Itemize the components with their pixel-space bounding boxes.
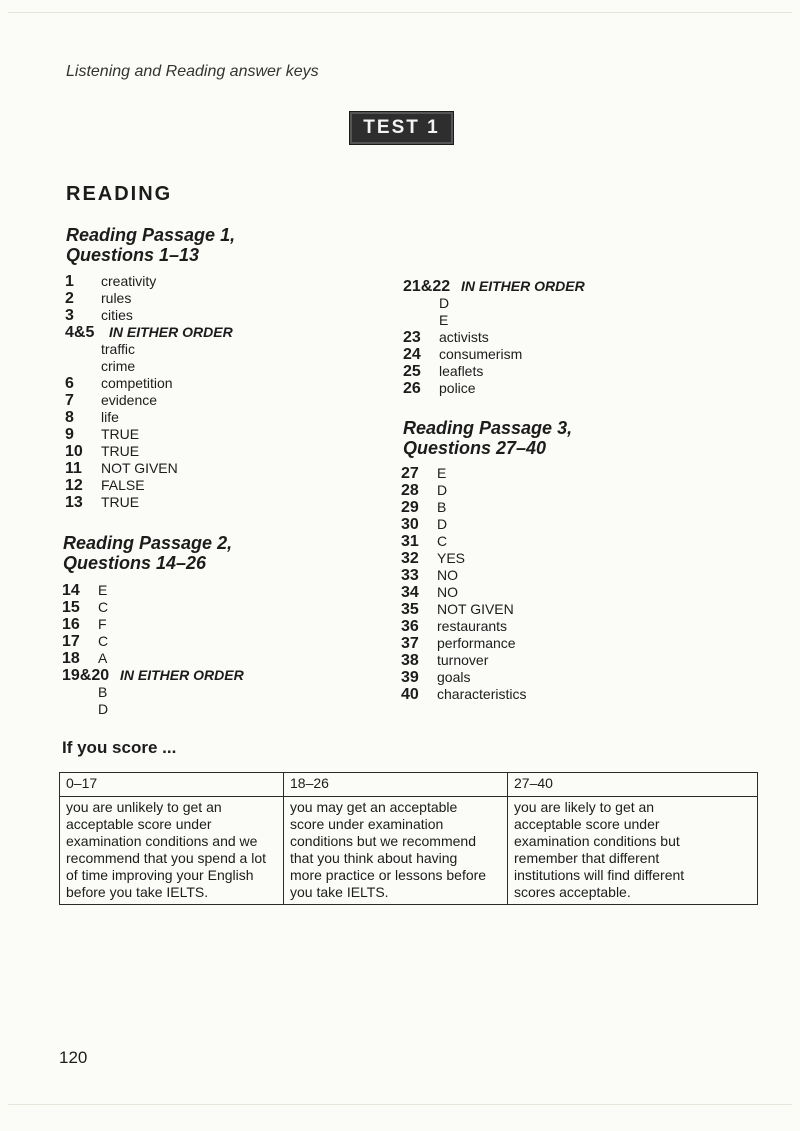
- answer-text: E: [437, 465, 447, 481]
- answer-row: [401, 482, 701, 499]
- score-advice-cell: [284, 797, 508, 905]
- answer-row: [403, 329, 703, 346]
- answer-text: NO: [437, 567, 458, 583]
- question-number: 24: [403, 346, 421, 363]
- score-advice-cell: [60, 797, 284, 905]
- advice-line: examination conditions but: [514, 833, 680, 849]
- question-number: 2: [65, 290, 74, 307]
- answer-text: TRUE: [101, 426, 140, 442]
- question-number: 34: [401, 584, 419, 601]
- answer-row: [62, 616, 362, 633]
- answer-text: NOT GIVEN: [101, 460, 178, 476]
- question-number: 21&22: [403, 278, 451, 295]
- answer-text: activists: [439, 329, 489, 345]
- passage-1-title-line2: Questions 1–13: [66, 245, 200, 265]
- answer-text: TRUE: [101, 494, 140, 510]
- question-number: 10: [65, 443, 83, 460]
- answer-text: F: [98, 616, 107, 632]
- answer-text: crime: [101, 358, 136, 374]
- passage-2-title: [63, 533, 232, 573]
- question-number: 36: [401, 618, 419, 635]
- score-range-cell: 0–17: [60, 773, 284, 797]
- answer-row: [65, 477, 365, 494]
- answer-row: [65, 494, 365, 511]
- answer-text: FALSE: [101, 477, 145, 493]
- answer-text: performance: [437, 635, 516, 651]
- answer-text: E: [439, 312, 449, 328]
- passage-2-title-line2: Questions 14–26: [63, 553, 207, 573]
- answer-text: turnover: [437, 652, 489, 668]
- answer-text: competition: [101, 375, 173, 391]
- passage-2-answers-left: [62, 582, 362, 718]
- question-number: 37: [401, 635, 419, 652]
- answer-row: [65, 307, 365, 324]
- score-range-cell: 18–26: [284, 773, 508, 797]
- answer-text: characteristics: [437, 686, 527, 702]
- passage-3-title: [403, 418, 572, 458]
- answer-row: [401, 584, 701, 601]
- answer-row: [403, 363, 703, 380]
- question-number: 12: [65, 477, 83, 494]
- either-order-note: IN EITHER ORDER: [120, 667, 244, 683]
- score-heading: If you score ...: [62, 738, 177, 757]
- answer-row: [62, 582, 362, 599]
- score-range-cell: 27–40: [508, 773, 758, 797]
- passage-3-answers: [401, 465, 701, 703]
- answer-row: [62, 684, 362, 701]
- advice-line: you take IELTS.: [290, 884, 389, 900]
- question-number: 33: [401, 567, 419, 584]
- answer-row: [403, 278, 703, 295]
- answer-text: A: [98, 650, 108, 666]
- question-number: 35: [401, 601, 419, 618]
- answer-text: D: [439, 295, 450, 311]
- answer-row: [401, 550, 701, 567]
- answer-text: evidence: [101, 392, 158, 408]
- question-number: 6: [65, 375, 74, 392]
- answer-text: YES: [437, 550, 466, 566]
- answer-text: NOT GIVEN: [437, 601, 514, 617]
- answer-row: [65, 273, 365, 290]
- score-table: [59, 772, 758, 905]
- score-advice-row: [60, 797, 758, 905]
- answer-row: [401, 635, 701, 652]
- answer-row: [65, 409, 365, 426]
- question-number: 3: [65, 307, 74, 324]
- question-number: 16: [62, 616, 80, 633]
- question-number: 13: [65, 494, 83, 511]
- question-number: 30: [401, 516, 419, 533]
- answer-row: [65, 426, 365, 443]
- passage-3-title-line1: Reading Passage 3,: [403, 418, 573, 438]
- question-number: 27: [401, 465, 419, 482]
- question-number: 9: [65, 426, 74, 443]
- answer-row: [65, 443, 365, 460]
- answer-row: [65, 341, 365, 358]
- advice-line: acceptable score under: [66, 816, 212, 832]
- answer-row: [401, 516, 701, 533]
- advice-line: before you take IELTS.: [66, 884, 209, 900]
- answer-row: [401, 533, 701, 550]
- advice-line: more practice or lessons before: [290, 867, 487, 883]
- advice-line: that you think about having: [290, 850, 458, 866]
- answer-row: [401, 652, 701, 669]
- advice-line: conditions but we recommend: [290, 833, 476, 849]
- question-number: 7: [65, 392, 74, 409]
- answer-row: [401, 465, 701, 482]
- answer-row: [62, 667, 362, 684]
- answer-row: [65, 375, 365, 392]
- question-number: 32: [401, 550, 419, 567]
- answer-text: D: [437, 516, 448, 532]
- answer-row: [403, 380, 703, 397]
- question-number: 25: [403, 363, 421, 380]
- answer-row: [401, 686, 701, 703]
- answer-text: C: [437, 533, 448, 549]
- top-edge-line: [8, 12, 792, 13]
- either-order-note: IN EITHER ORDER: [109, 324, 233, 340]
- question-number: 38: [401, 652, 419, 669]
- answer-row: [62, 650, 362, 667]
- answer-row: [65, 324, 365, 341]
- score-advice-cell: [508, 797, 758, 905]
- answer-row: [65, 358, 365, 375]
- question-number: 28: [401, 482, 419, 499]
- test-badge: TEST 1: [349, 111, 454, 145]
- question-number: 4&5: [65, 324, 95, 341]
- passage-3-title-line2: Questions 27–40: [403, 438, 547, 458]
- advice-line: you may get an acceptable: [290, 799, 458, 815]
- answer-row: [401, 601, 701, 618]
- answer-text: B: [437, 499, 447, 515]
- advice-line: of time improving your English: [66, 867, 254, 883]
- answer-text: life: [101, 409, 119, 425]
- question-number: 23: [403, 329, 421, 346]
- running-head: Listening and Reading answer keys: [66, 63, 319, 80]
- passage-1-title-line1: Reading Passage 1,: [66, 225, 236, 245]
- question-number: 8: [65, 409, 74, 426]
- answer-row: [65, 290, 365, 307]
- answer-text: D: [98, 701, 109, 717]
- page-number: 120: [59, 1048, 88, 1067]
- question-number: 18: [62, 650, 80, 667]
- advice-line: examination conditions and we: [66, 833, 258, 849]
- answer-text: C: [98, 599, 109, 615]
- answer-text: D: [437, 482, 448, 498]
- answer-row: [401, 499, 701, 516]
- answer-row: [62, 633, 362, 650]
- answer-text: goals: [437, 669, 471, 685]
- passage-2-answers-right: [403, 278, 703, 397]
- answer-row: [62, 599, 362, 616]
- answer-text: leaflets: [439, 363, 484, 379]
- answer-text: creativity: [101, 273, 157, 289]
- answer-text: traffic: [101, 341, 135, 357]
- answer-text: TRUE: [101, 443, 140, 459]
- advice-line: score under examination: [290, 816, 444, 832]
- answer-text: C: [98, 633, 109, 649]
- answer-row: [401, 567, 701, 584]
- answer-text: NO: [437, 584, 458, 600]
- answer-row: [401, 669, 701, 686]
- advice-line: scores acceptable.: [514, 884, 631, 900]
- question-number: 40: [401, 686, 419, 703]
- question-number: 17: [62, 633, 80, 650]
- question-number: 29: [401, 499, 419, 516]
- passage-1-answers: [65, 273, 365, 511]
- score-range-row: [60, 773, 758, 797]
- answer-row: [403, 295, 703, 312]
- answer-row: [403, 346, 703, 363]
- answer-text: police: [439, 380, 476, 396]
- question-number: 1: [65, 273, 74, 290]
- answer-row: [401, 618, 701, 635]
- advice-line: remember that different: [514, 850, 660, 866]
- bottom-edge-line: [8, 1104, 792, 1105]
- advice-line: institutions will find different: [514, 867, 685, 883]
- answer-text: cities: [101, 307, 133, 323]
- question-number: 26: [403, 380, 421, 397]
- section-title: READING: [66, 183, 173, 205]
- question-number: 31: [401, 533, 419, 550]
- answer-text: restaurants: [437, 618, 508, 634]
- question-number: 15: [62, 599, 80, 616]
- passage-1-title: [66, 225, 235, 265]
- question-number: 11: [65, 460, 82, 477]
- answer-row: [65, 460, 365, 477]
- advice-line: you are unlikely to get an: [66, 799, 222, 815]
- advice-line: recommend that you spend a lot: [66, 850, 267, 866]
- either-order-note: IN EITHER ORDER: [461, 278, 585, 294]
- answer-text: rules: [101, 290, 132, 306]
- answer-text: E: [98, 582, 108, 598]
- question-number: 39: [401, 669, 419, 686]
- answer-text: B: [98, 684, 108, 700]
- advice-line: acceptable score under: [514, 816, 660, 832]
- answer-row: [62, 701, 362, 718]
- passage-2-title-line1: Reading Passage 2,: [63, 533, 233, 553]
- answer-row: [403, 312, 703, 329]
- answer-text: consumerism: [439, 346, 523, 362]
- answer-row: [65, 392, 365, 409]
- advice-line: you are likely to get an: [514, 799, 655, 815]
- question-number: 19&20: [62, 667, 110, 684]
- question-number: 14: [62, 582, 80, 599]
